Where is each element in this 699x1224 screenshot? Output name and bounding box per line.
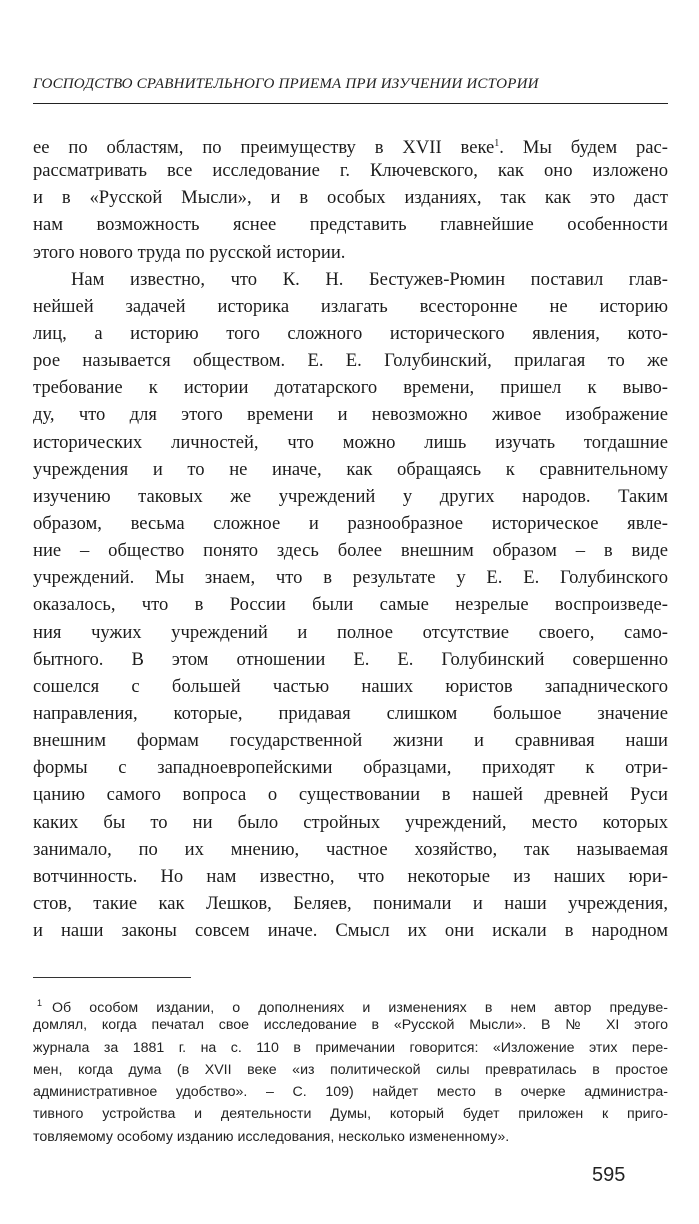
footnote-line: товляемому особому изданию исследования, несколько измененному». bbox=[33, 1128, 510, 1145]
text-line: образом, весьма сложное и разнообразное историческое явле- bbox=[33, 512, 668, 534]
footnote-line: административное удобство». – С. 109) найдет место в очерке администра- bbox=[33, 1084, 668, 1101]
text-line: вотчинность. Но нам известно, что некоторые из наших юри- bbox=[33, 865, 668, 887]
text-line: бытного. В этом отношении Е. Е. Голубинский совершенно bbox=[33, 648, 668, 670]
text-line: ние – общество понято здесь более внешним образом – в виде bbox=[33, 540, 668, 562]
text-line: этого нового труда по русской истории. bbox=[33, 241, 346, 263]
page-number: 595 bbox=[592, 1164, 626, 1186]
text-fragment: . Мы будем рас- bbox=[499, 137, 668, 158]
text-line: учреждения и то не иначе, как обращаясь к сравнительному bbox=[33, 458, 668, 480]
text-line: стов, такие как Лешков, Беляев, понимали и наши учреждения, bbox=[33, 892, 668, 914]
footnote-line bbox=[33, 992, 668, 1014]
footnote-line: домлял, когда печатал свое исследование в «Русской Мысли». В № XI этого bbox=[33, 1017, 668, 1034]
text-line: лиц, а историю того сложного исторического явления, кото- bbox=[33, 322, 668, 344]
text-line: оказалось, что в России были самые незрелые воспроизведе- bbox=[33, 594, 668, 616]
main-text bbox=[33, 130, 668, 944]
text-line: нейшей задачей историка излагать всесторонне не историю bbox=[33, 295, 668, 317]
footnote-line: мен, когда дума (в XVII веке «из политической силы превратилась в простое bbox=[33, 1061, 668, 1078]
text-line: и наши законы совсем иначе. Смысл их они искали в народном bbox=[33, 920, 668, 942]
text-line: каких бы то ни было стройных учреждений, место которых bbox=[33, 811, 668, 833]
text-line: и в «Русской Мысли», и в особых изданиях, так как это даст bbox=[33, 187, 668, 209]
text-line: изучению таковых же учреждений у других народов. Таким bbox=[33, 485, 668, 507]
text-line: направления, которые, придавая слишком большое значение bbox=[33, 702, 668, 724]
footnote bbox=[33, 992, 668, 1148]
text-line bbox=[33, 130, 668, 157]
footnote-reference: 1 bbox=[494, 138, 500, 149]
text-line: сошелся с большей частью наших юристов западнического bbox=[33, 675, 668, 697]
text-line: ду, что для этого времени и невозможно живое изображение bbox=[33, 404, 668, 426]
text-line: ния чужих учреждений и полное отсутствие своего, само- bbox=[33, 621, 668, 643]
text-line: занимало, по их мнению, частное хозяйство, так называемая bbox=[33, 838, 668, 860]
text-line: рое называется обществом. Е. Е. Голубинский, прилагая то же bbox=[33, 350, 668, 372]
running-header: ГОСПОДСТВО СРАВНИТЕЛЬНОГО ПРИЕМА ПРИ ИЗУЧЕНИИ ИСТОРИИ bbox=[33, 76, 539, 92]
footnote-line: тивного устройства и деятельности Думы, который будет приложен к приго- bbox=[33, 1106, 668, 1123]
footnote-line: журнала за 1881 г. на с. 110 в примечании говорится: «Изложение этих пере- bbox=[33, 1039, 668, 1056]
text-line: Нам известно, что К. Н. Бестужев-Рюмин поставил глав- bbox=[71, 268, 668, 290]
text-line: внешним формам государственной жизни и сравнивая наши bbox=[33, 730, 668, 752]
text-fragment: ее по областям, по преимуществу в XVII веке bbox=[33, 137, 495, 158]
text-line: исторических личностей, что можно лишь изучать тогдашние bbox=[33, 431, 668, 453]
text-line: цанию самого вопроса о существовании в нашей древней Руси bbox=[33, 784, 668, 806]
text-line: нам возможность яснее представить главнейшие особенности bbox=[33, 214, 668, 236]
footnote-mark: 1 bbox=[37, 998, 43, 1008]
footnote-text: Об особом издании, о дополнениях и изменениях в нем автор предуве- bbox=[52, 1000, 668, 1016]
text-line: учреждений. Мы знаем, что в результате у Е. Е. Голубинского bbox=[33, 567, 668, 589]
footnote-rule bbox=[33, 977, 191, 978]
header-rule bbox=[33, 103, 668, 104]
text-line: требование к истории дотатарского времени, пришел к выво- bbox=[33, 377, 668, 399]
text-line: формы с западноевропейскими образцами, приходят к отри- bbox=[33, 757, 668, 779]
text-line: рассматривать все исследование г. Ключевского, как оно изложено bbox=[33, 160, 668, 182]
